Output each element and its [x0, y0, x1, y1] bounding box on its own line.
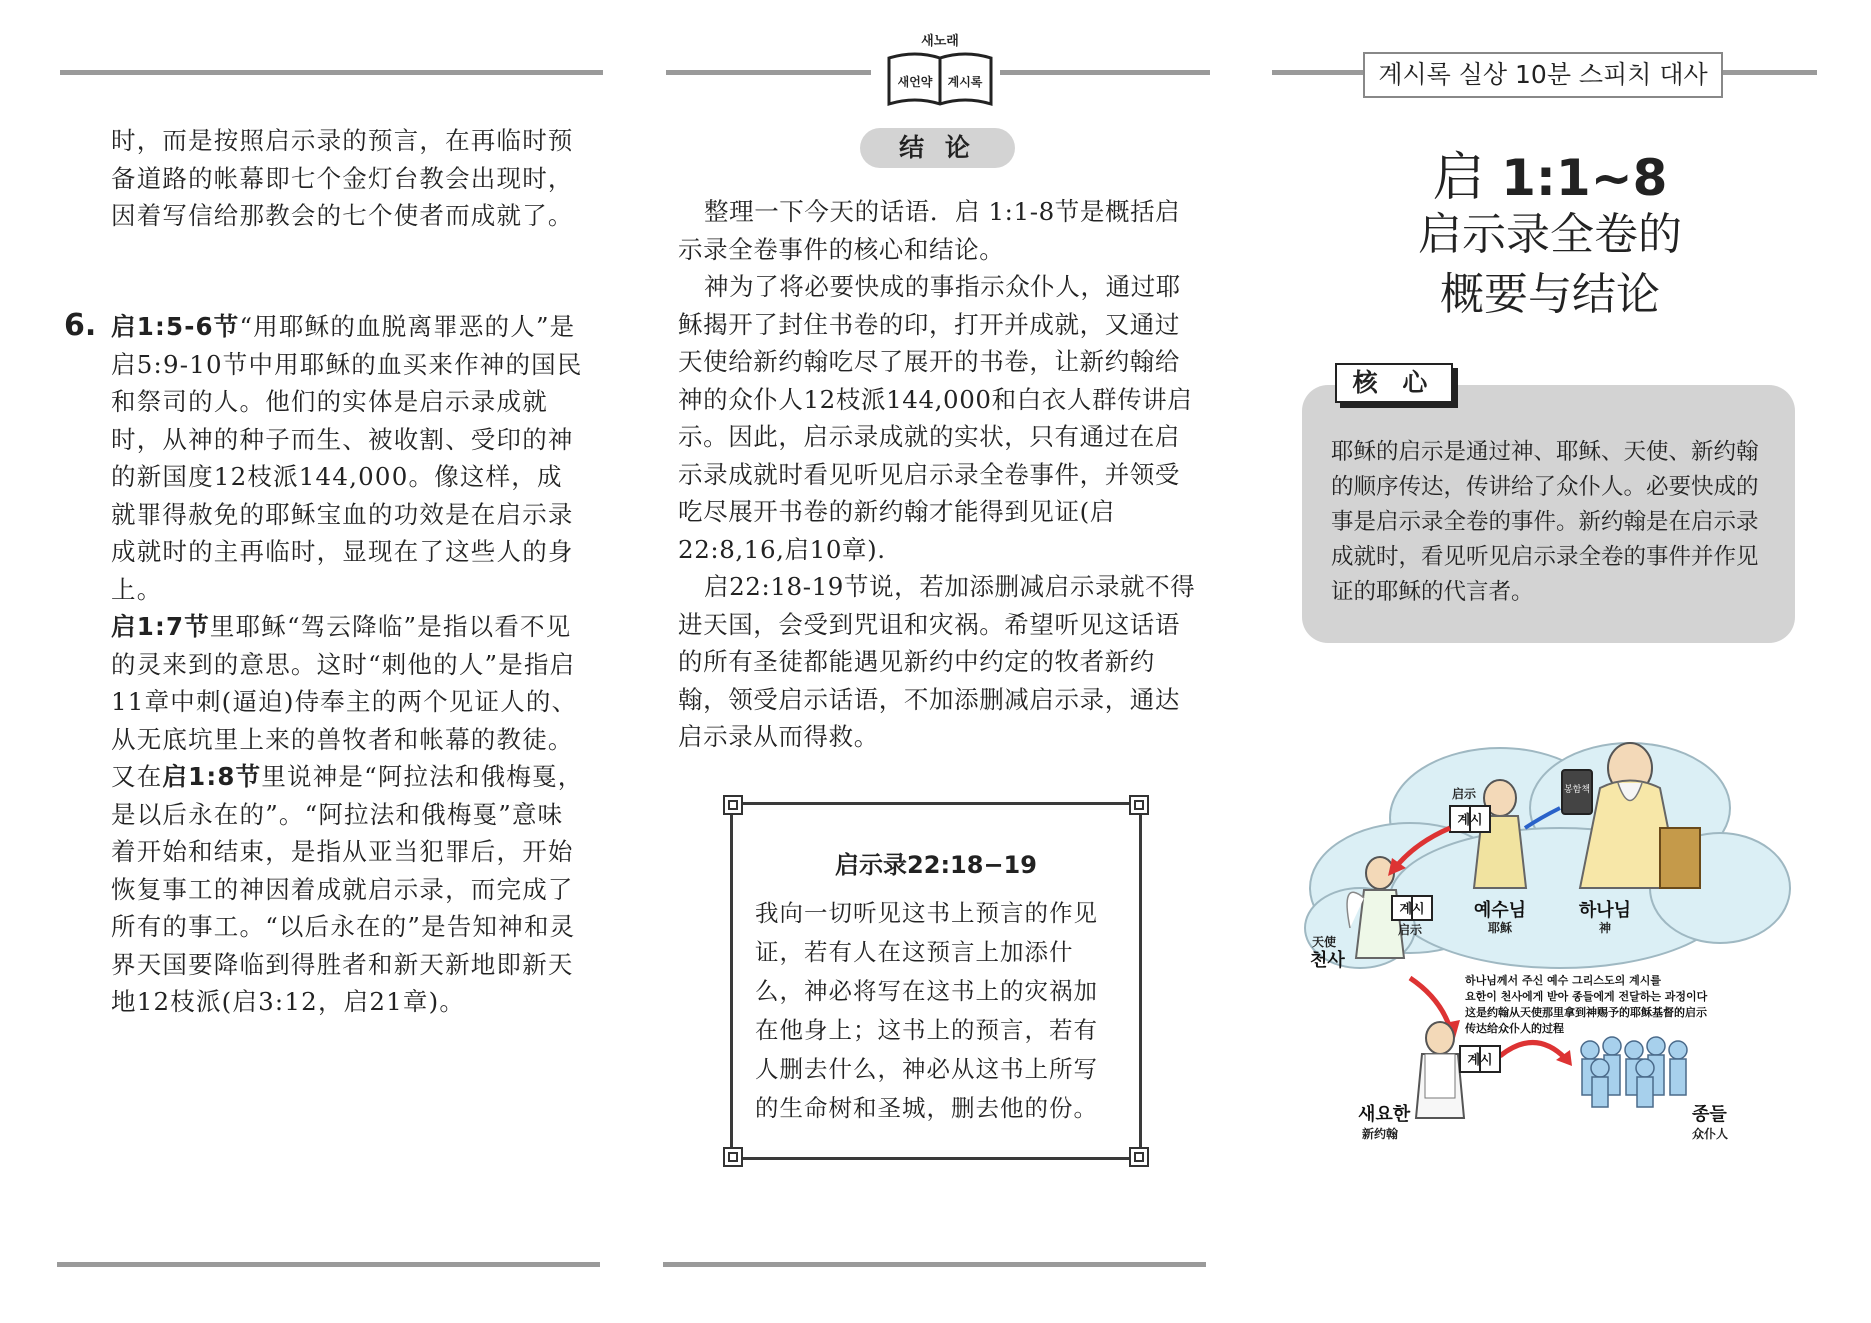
- item-6-text-3b: 里说神是“阿拉法和俄梅戛，是以后永在的”。“阿拉法和俄梅戛”意味着开始和结束，是指从亚当犯罪后，开始恢复事工的神因着成就启示录，而完成了所有的事工。“以后永在的”是告知神和灵界天国要降临到得胜者和新天新地即新天地12枝派(启3:12，启21章)。: [111, 762, 584, 1016]
- top-rule-col2-right: [1000, 70, 1210, 75]
- revelation-chain-illustration: [1300, 728, 1800, 1148]
- sealed-book-label: 봉함책: [1563, 785, 1591, 795]
- servants-label-cn: 众仆人: [1692, 1127, 1729, 1141]
- revelation-cn-angel: 启示: [1398, 923, 1423, 937]
- column-1: [111, 122, 587, 235]
- revelation-book-icon: [1450, 806, 1490, 832]
- conclusion-label: 结 论: [860, 128, 1015, 168]
- angel-book-icon: [1392, 896, 1432, 920]
- item-6-paragraph-1: [111, 308, 587, 608]
- caption-kr-line-2: 요한이 천사에게 받아 종들에게 전달하는 과정이다: [1465, 990, 1708, 1003]
- core-label: 核 心: [1335, 363, 1453, 403]
- core-box: [1302, 385, 1795, 643]
- new-john-figure: [1416, 1022, 1464, 1118]
- corner-ornament-icon: [1127, 793, 1151, 817]
- item-number: 6.: [64, 308, 97, 343]
- arrow-john-to-servants: [1500, 1042, 1565, 1058]
- top-rule-col1: [60, 70, 603, 75]
- reference-rev-1-7: 启1:7节: [111, 612, 210, 641]
- new-song-logo: [885, 30, 995, 110]
- header-label: 계시록 실상 10분 스피치 대사: [1363, 52, 1723, 98]
- corner-ornament-icon: [721, 793, 745, 817]
- subtitle-line-2: 概要与结论: [1440, 269, 1660, 320]
- item-6-text-3a: 又在: [111, 762, 163, 791]
- reference-verses: 1:1~8: [1501, 149, 1668, 207]
- quote-title: 启示录22:18−19: [835, 851, 1037, 879]
- john-label-kr: 새요한: [1358, 1104, 1411, 1125]
- top-rule-col2-left: [666, 70, 871, 75]
- open-book-icon: [885, 48, 995, 110]
- revelation-kr-angel: 계시: [1399, 902, 1425, 917]
- intro-paragraph: 时，而是按照启示录的预言，在再临时预备道路的帐幕即七个金灯台教会出现时，因着写信给那教会的七个使者而成就了。: [111, 126, 574, 230]
- revelation-kr-top: 계시: [1457, 813, 1483, 828]
- column-2: [678, 193, 1198, 756]
- revelation-cn-top: 启示: [1452, 787, 1477, 801]
- logo-left-text: 새언약: [897, 75, 933, 89]
- angel-label-cn: 天使: [1312, 935, 1337, 949]
- subtitle-line-1: 启示录全卷的: [1418, 209, 1682, 260]
- bottom-rule-col1: [57, 1262, 600, 1267]
- item-6-paragraph-3: [111, 758, 587, 1021]
- god-label-kr: 하나님: [1578, 900, 1632, 921]
- conclusion-paragraph-1: 整理一下今天的话语．启 1:1-8节是概括启示录全卷事件的核心和结论。: [678, 197, 1181, 264]
- quote-text: 我向一切听见这书上预言的作见证，若有人在这预言上加添什么，神必将写在这书上的灾祸加在他身上；这书上的预言，若有人删去什么，神必从这书上所写的生命树和圣城，删去他的份。: [755, 899, 1098, 1122]
- logo-right-text: 계시록: [947, 75, 983, 89]
- bottom-rule-col2: [663, 1262, 1206, 1267]
- reference-title: [1300, 135, 1800, 210]
- john-label-cn: 新约翰: [1362, 1127, 1399, 1141]
- revelation-kr-john: 계시: [1467, 1053, 1493, 1068]
- reference-rev-1-5-6: 启1:5-6节: [111, 312, 240, 341]
- god-label-cn: 神: [1598, 921, 1612, 935]
- arrow-angel-to-john: [1410, 978, 1450, 1028]
- subtitle: [1300, 205, 1800, 325]
- scripture-quote-box: [730, 802, 1142, 1160]
- sealed-book-icon: [1562, 770, 1592, 814]
- top-rule-col3-left: [1272, 70, 1365, 75]
- caption-cn-line-1: 这是约翰从天使那里拿到神赐予的耶稣基督的启示: [1465, 1006, 1707, 1019]
- servants-label-kr: 종들: [1692, 1104, 1727, 1125]
- jesus-label-cn: 耶稣: [1487, 921, 1513, 935]
- core-text: 耶稣的启示是通过神、耶稣、天使、新约翰的顺序传达，传讲给了众仆人。必要快成的事是启示录全卷的事件。新约翰是在启示录成就时，看见听见启示录全卷的事件并作见证的耶稣的代言者。: [1331, 439, 1759, 605]
- conclusion-paragraph-3: 启22:18-19节说，若加添删减启示录就不得进天国，会受到咒诅和灾祸。希望听见这话语的所有圣徒都能遇见新约中约定的牧者新约翰，领受启示话语，不加添删减启示录，通达启示录从而得救。: [678, 572, 1196, 751]
- servants-group: [1581, 1037, 1687, 1107]
- caption-cn-line-2: 传达给众仆人的过程: [1465, 1022, 1564, 1035]
- item-6-text-1: “用耶稣的血脱离罪恶的人”是启5:9-10节中用耶稣的血买来作神的国民和祭司的人。他们的实体是启示录成就时，从神的种子而生、被收割、受印的神的新国度12枝派144,000。像这样，成就罪得赦免的耶稣宝血的功效是在启示录成就时的主再临时，显现在了这些人的身上。: [111, 312, 583, 604]
- reference-rev-1-8: 启1:8节: [162, 762, 262, 791]
- item-6-paragraph-2: [111, 608, 587, 758]
- angel-label-kr: 천사: [1310, 950, 1345, 971]
- jesus-label-kr: 예수님: [1473, 900, 1527, 921]
- reference-book: 启: [1432, 148, 1485, 208]
- item-6-block: [111, 308, 587, 1021]
- john-book-icon: [1460, 1046, 1500, 1072]
- corner-ornament-icon: [1127, 1145, 1151, 1169]
- corner-ornament-icon: [721, 1145, 745, 1169]
- logo-top-text: 새노래: [921, 34, 959, 49]
- caption-kr-line-1: 하나님께서 주신 예수 그리스도의 계시를: [1465, 974, 1661, 987]
- top-rule-col3-right: [1721, 70, 1817, 75]
- item-6-text-2: 里耶稣“驾云降临”是指以看不见的灵来到的意思。这时“刺他的人”是指启11章中刺(逼迫)侍奉主的两个见证人的、从无底坑里上来的兽牧者和帐幕的教徒。: [111, 612, 578, 754]
- conclusion-paragraph-2: 神为了将必要快成的事指示众仆人，通过耶稣揭开了封住书卷的印，打开并成就，又通过天使给新约翰吃尽了展开的书卷，让新约翰给神的众仆人12枝派144,000和白衣人群传讲启示。因此，启示录成就的实状，只有通过在启示录成就时看见听见启示录全卷事件，并领受吃尽展开书卷的新约翰才能得到见证(启22:8,16,启10章).: [678, 272, 1193, 564]
